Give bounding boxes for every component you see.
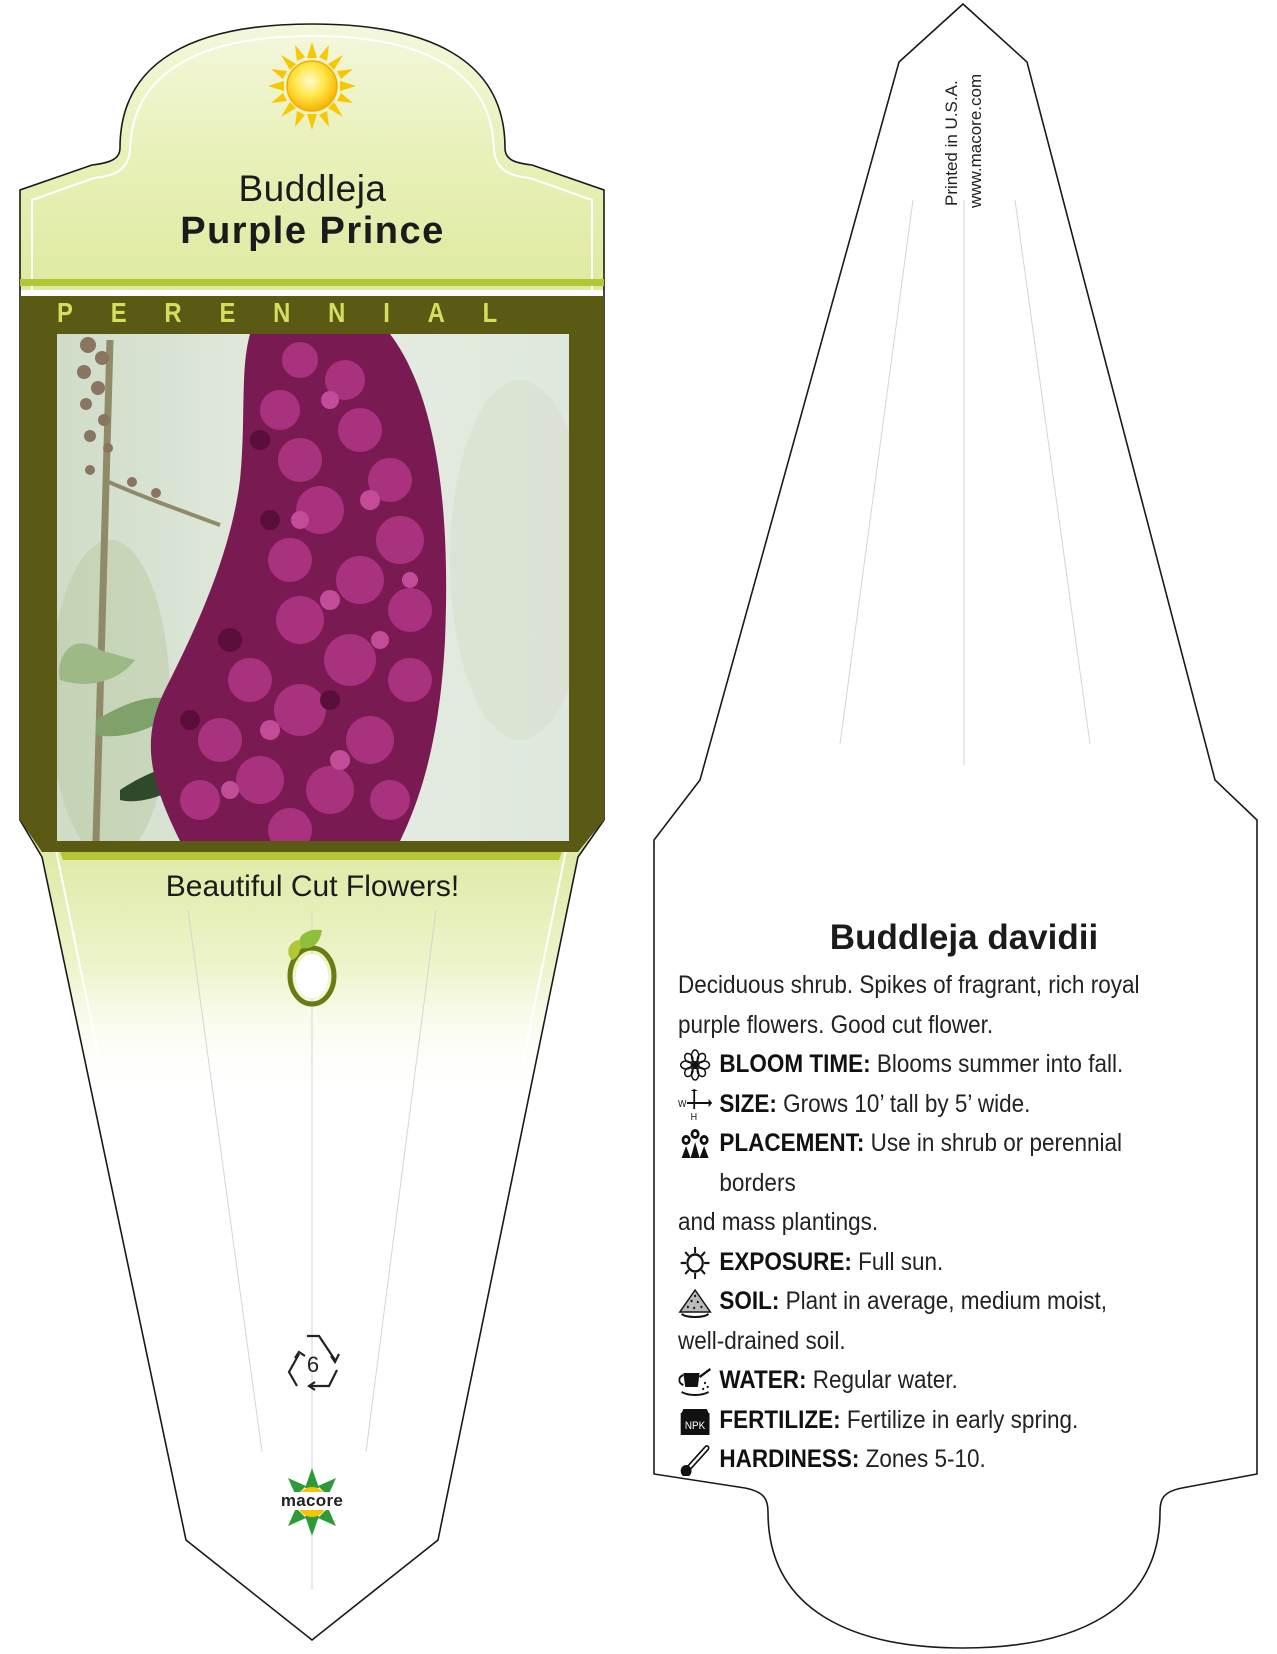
botanical-name: Buddleja davidii (829, 918, 1099, 957)
care-text: Use in shrub or perennial borders (719, 1129, 1123, 1197)
website-url: www.macore.com (966, 73, 985, 208)
care-text: Grows 10’ tall by 5’ wide. (783, 1089, 1031, 1118)
size-arrows-icon (678, 1089, 712, 1121)
description: Deciduous shrub. Spikes of fragrant, rich royal purple flowers. Good cut flower. (678, 971, 1140, 1039)
genus-name: Buddleja (238, 168, 387, 209)
category-letter: L (482, 297, 498, 328)
care-label: SOIL: (719, 1287, 786, 1315)
sun-outline-icon (678, 1247, 712, 1279)
cultivar-name: Purple Prince (180, 210, 445, 252)
care-continuation: and mass plantings. (678, 1208, 879, 1236)
care-row-placement (678, 1124, 1187, 1203)
recycle-code: 6 (306, 1352, 320, 1377)
plants-group-icon (678, 1128, 712, 1160)
category-letter: E (219, 297, 236, 328)
category-letter: A (427, 297, 445, 328)
care-row-bloom (678, 1045, 1187, 1085)
care-label: WATER: (719, 1366, 813, 1394)
care-row-exposure (678, 1243, 1187, 1283)
npk-box-icon (678, 1405, 712, 1437)
care-text: Fertilize in early spring. (846, 1405, 1079, 1434)
category-letter: E (110, 297, 127, 328)
care-text: Full sun. (858, 1247, 944, 1276)
care-row-size (678, 1085, 1187, 1125)
svg-text:NPK: NPK (684, 1420, 706, 1432)
thermometer-icon (678, 1444, 712, 1476)
care-row-hardiness (678, 1440, 1187, 1480)
category-letter: N (328, 297, 346, 328)
care-label: FERTILIZE: (719, 1405, 847, 1434)
care-text: Zones 5-10. (865, 1445, 986, 1473)
care-label: SIZE: (719, 1089, 784, 1118)
soil-pile-icon (678, 1286, 712, 1318)
category-letter: R (164, 297, 182, 328)
brand-logo-text: macore (280, 1491, 344, 1510)
category-letter: P (57, 297, 73, 328)
care-label: BLOOM TIME: (719, 1050, 877, 1078)
sun-icon (268, 42, 356, 130)
care-row-water (678, 1361, 1187, 1401)
svg-text:W: W (678, 1098, 687, 1110)
flower-photo (50, 334, 590, 860)
care-row-soil (678, 1282, 1187, 1322)
category-label (57, 297, 497, 331)
care-continuation: well-drained soil. (678, 1326, 846, 1355)
printed-in-note: Printed in U.S.A. (942, 80, 961, 206)
flower-icon (678, 1049, 712, 1081)
care-label: HARDINESS: (719, 1445, 866, 1473)
svg-text:H: H (690, 1111, 698, 1121)
care-row-fertilize (678, 1401, 1187, 1441)
care-label: EXPOSURE: (719, 1247, 859, 1276)
care-text: Regular water. (812, 1366, 958, 1394)
care-text: Plant in average, medium moist, (785, 1287, 1108, 1315)
watering-can-icon (678, 1365, 712, 1397)
care-text: Blooms summer into fall. (876, 1050, 1124, 1078)
tagline: Beautiful Cut Flowers! (165, 870, 460, 903)
category-letter: I (383, 297, 390, 328)
category-letter: N (273, 297, 291, 328)
care-label: PLACEMENT: (719, 1129, 871, 1157)
plant-info (678, 966, 1187, 1480)
